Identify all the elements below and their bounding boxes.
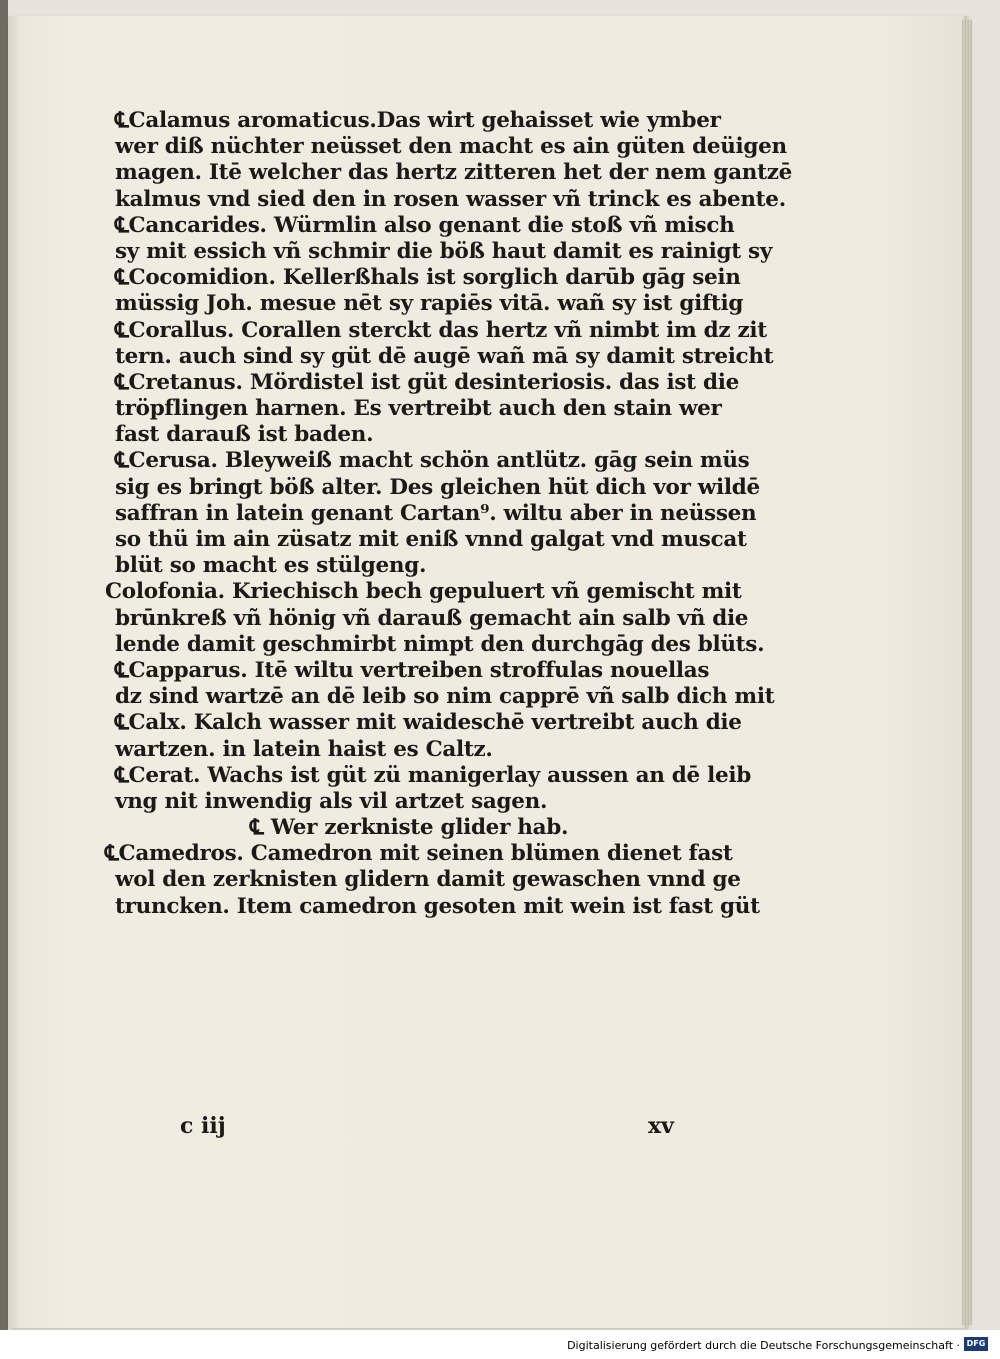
text-line: Colofonia. Kriechisch bech gepuluert vñ gemischt mit xyxy=(105,579,742,605)
text-line: wer diß nüchter neüsset den macht es ain güten deüigen xyxy=(115,134,787,160)
text-line: ℄Cerat. Wachs ist güt zü manigerlay aussen an dē leib xyxy=(115,762,751,788)
text-line: so thü im ain züsatz mit eniß vnnd galgat vnd muscat xyxy=(115,527,747,552)
text-line: ℄Camedros. Camedron mit seinen blümen dienet fast xyxy=(105,841,733,867)
text-line: müssig Joh. mesue nēt sy rapiēs vitā. wañ sy ist giftig xyxy=(115,291,744,317)
text-line: saffran in latein genant Cartan⁹. wiltu aber in neüssen xyxy=(115,500,757,526)
dfg-logo: DFG xyxy=(964,1337,988,1351)
text-line: ℄Capparus. Itē wiltu vertreiben stroffulas nouellas xyxy=(115,657,710,683)
text-line: dz sind wartzē an dē leib so nim capprē vñ salb dich mit xyxy=(115,684,775,710)
text-line: wartzen. in latein haist es Caltz. xyxy=(115,736,493,762)
page-edges xyxy=(962,20,972,1325)
text-line: ℄Cretanus. Mördistel ist güt desinteriosis. das ist die xyxy=(115,369,739,395)
text-line: ℄Cancarides. Würmlin also genant die stoß vñ misch xyxy=(115,212,735,238)
credit-text: Digitalisierung gefördert durch die Deutsche Forschungsgemeinschaft · xyxy=(567,1339,960,1352)
text-line: ℄ Wer zerkniste glider hab. xyxy=(250,815,569,841)
text-line: brūnkreß vñ hönig vñ darauß gemacht ain salb vñ die xyxy=(115,605,749,631)
text-line: ℄Calx. Kalch wasser mit waideschē vertreibt auch die xyxy=(115,710,742,736)
text-line: sig es bringt böß alter. Des gleichen hüt dich vor wildē xyxy=(115,474,760,500)
text-line: lende damit geschmirbt nimpt den durchgāg des blüts. xyxy=(115,631,765,657)
text-line: ℄Corallus. Corallen sterckt das hertz vñ nimbt im dz zit xyxy=(115,317,767,343)
text-line: vng nit inwendig als vil artzet sagen. xyxy=(115,788,548,814)
text-line: truncken. Item camedron gesoten mit wein ist fast güt xyxy=(115,893,760,919)
body-text xyxy=(105,108,795,920)
text-line: fast darauß ist baden. xyxy=(115,422,374,448)
folio-number: xv xyxy=(648,1113,674,1139)
text-line: ℄Cocomidion. Kellerßhals ist sorglich darūb gāg sein xyxy=(115,265,741,291)
signature-mark: c iij xyxy=(180,1113,226,1139)
text-line: wol den zerknisten glidern damit gewaschen vnnd ge xyxy=(115,867,741,893)
text-line: kalmus vnd sied den in rosen wasser vñ trinck es abente. xyxy=(115,186,786,212)
text-line: ℄Calamus aromaticus.Das wirt gehaisset wie ymber xyxy=(115,108,721,133)
text-line: ℄Cerusa. Bleyweiß macht schön antlütz. gāg sein müs xyxy=(115,448,750,474)
binding-gutter xyxy=(0,0,8,1330)
text-line: tern. auch sind sy güt dē augē wañ mā sy damit streicht xyxy=(115,343,774,369)
text-line: magen. Itē welcher das hertz zitteren het der nem gantzē xyxy=(115,160,792,186)
text-line: tröpflingen harnen. Es vertreibt auch den stain wer xyxy=(115,396,722,422)
text-line: blüt so macht es stülgeng. xyxy=(115,553,427,579)
text-line: sy mit essich vñ schmir die böß haut damit es rainigt sy xyxy=(115,238,773,264)
